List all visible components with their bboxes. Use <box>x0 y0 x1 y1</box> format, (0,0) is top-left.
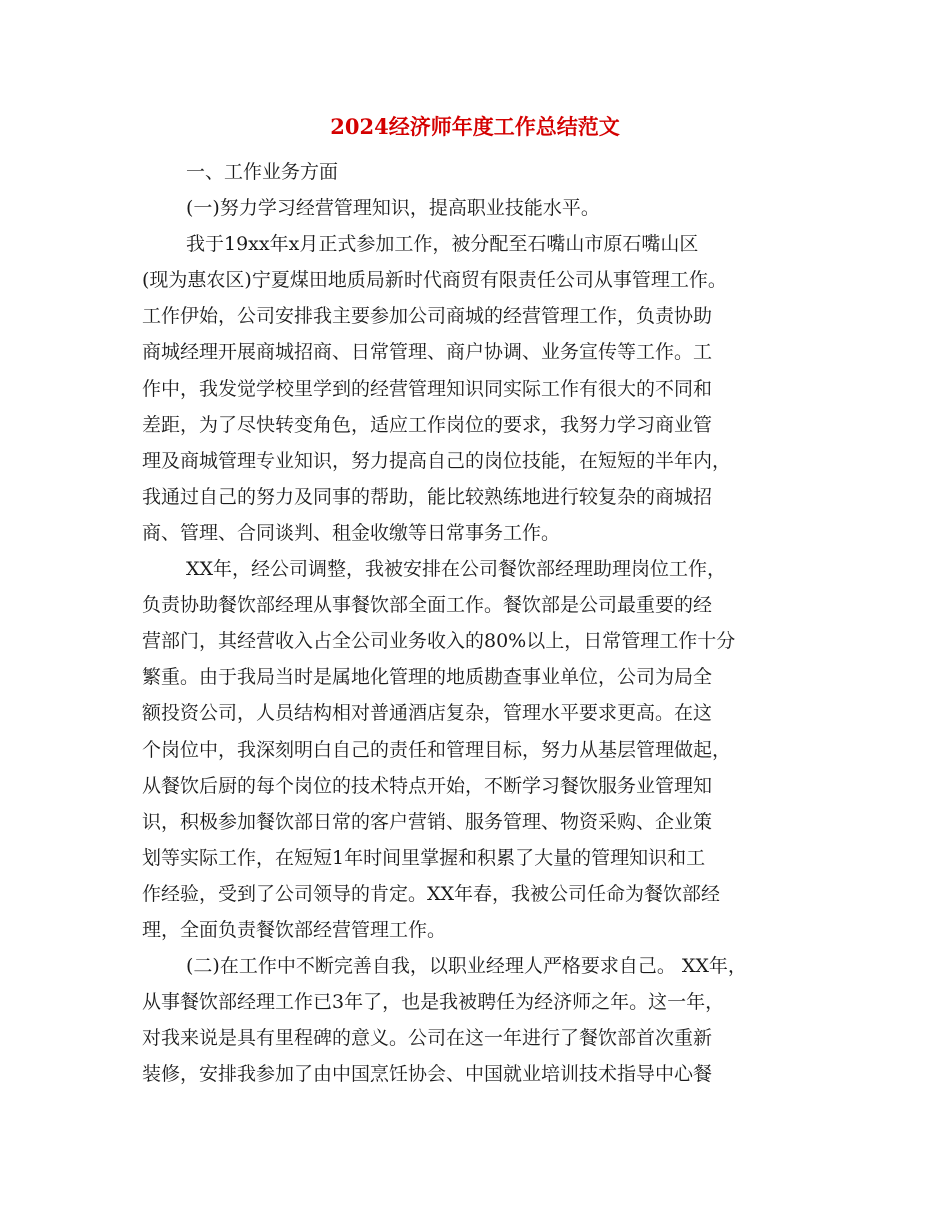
paragraph-line: 我于19xx年x月正式参加工作，被分配至石嘴山市原石嘴山区 <box>186 233 699 256</box>
paragraph-line: 我通过自己的努力及同事的帮助，能比较熟练地进行较复杂的商城招 <box>142 485 713 508</box>
paragraph-line: 作经验，受到了公司领导的肯定。XX年春，我被公司任命为餐饮部经 <box>142 882 721 905</box>
document-body <box>142 154 822 1092</box>
paragraph-line: XX年，经公司调整，我被安排在公司餐饮部经理助理岗位工作， <box>186 558 727 581</box>
paragraph-line: 识，积极参加餐饮部日常的客户营销、服务管理、物资采购、企业策 <box>142 810 713 833</box>
paragraph-line: 商城经理开展商城招商、日常管理、商户协调、业务宣传等工作。工 <box>142 341 713 364</box>
paragraph-line: 从事餐饮部经理工作已3年了，也是我被聘任为经济师之年。这一年， <box>142 991 725 1014</box>
paragraph-line: 额投资公司，人员结构相对普通酒店复杂，管理水平要求更高。在这 <box>142 702 713 725</box>
paragraph-line: 从餐饮后厨的每个岗位的技术特点开始，不断学习餐饮服务业管理知 <box>142 774 713 797</box>
paragraph-line: 个岗位中，我深刻明白自己的责任和管理目标，努力从基层管理做起， <box>142 738 732 761</box>
paragraph-line: 营部门，其经营收入占全公司业务收入的80%以上，日常管理工作十分 <box>142 630 736 653</box>
section-heading: 一、工作业务方面 <box>186 161 339 183</box>
subsection-heading: (二)在工作中不断完善自我，以职业经理人严格要求自己。 XX年， <box>186 955 747 978</box>
subsection-heading: (一)努力学习经营管理知识，提高职业技能水平。 <box>186 197 600 220</box>
paragraph-line: 装修，安排我参加了由中国烹饪协会、中国就业培训技术指导中心餐 <box>142 1063 713 1086</box>
paragraph-line: 对我来说是具有里程碑的意义。公司在这一年进行了餐饮部首次重新 <box>142 1027 713 1050</box>
paragraph-line: 工作伊始，公司安排我主要参加公司商城的经营管理工作，负责协助 <box>142 305 713 328</box>
paragraph-line: 繁重。由于我局当时是属地化管理的地质勘查事业单位，公司为局全 <box>142 666 713 689</box>
paragraph-line: 负责协助餐饮部经理从事餐饮部全面工作。餐饮部是公司最重要的经 <box>142 594 713 617</box>
paragraph-line: 差距，为了尽快转变角色，适应工作岗位的要求，我努力学习商业管 <box>142 413 713 436</box>
paragraph-line: 理，全面负责餐饮部经营管理工作。 <box>142 918 447 941</box>
paragraph-line: 理及商城管理专业知识，努力提高自己的岗位技能，在短短的半年内， <box>142 449 732 472</box>
paragraph-line: 划等实际工作，在短短1年时间里掌握和积累了大量的管理知识和工 <box>142 846 706 869</box>
document-title: 2024经济师年度工作总结范文 <box>330 114 620 139</box>
paragraph-line: 作中，我发觉学校里学到的经营管理知识同实际工作有很大的不同和 <box>142 377 713 400</box>
paragraph-line: 商、管理、合同谈判、租金收缴等日常事务工作。 <box>142 521 561 544</box>
paragraph-line: (现为惠农区)宁夏煤田地质局新时代商贸有限责任公司从事管理工作。 <box>142 269 727 292</box>
